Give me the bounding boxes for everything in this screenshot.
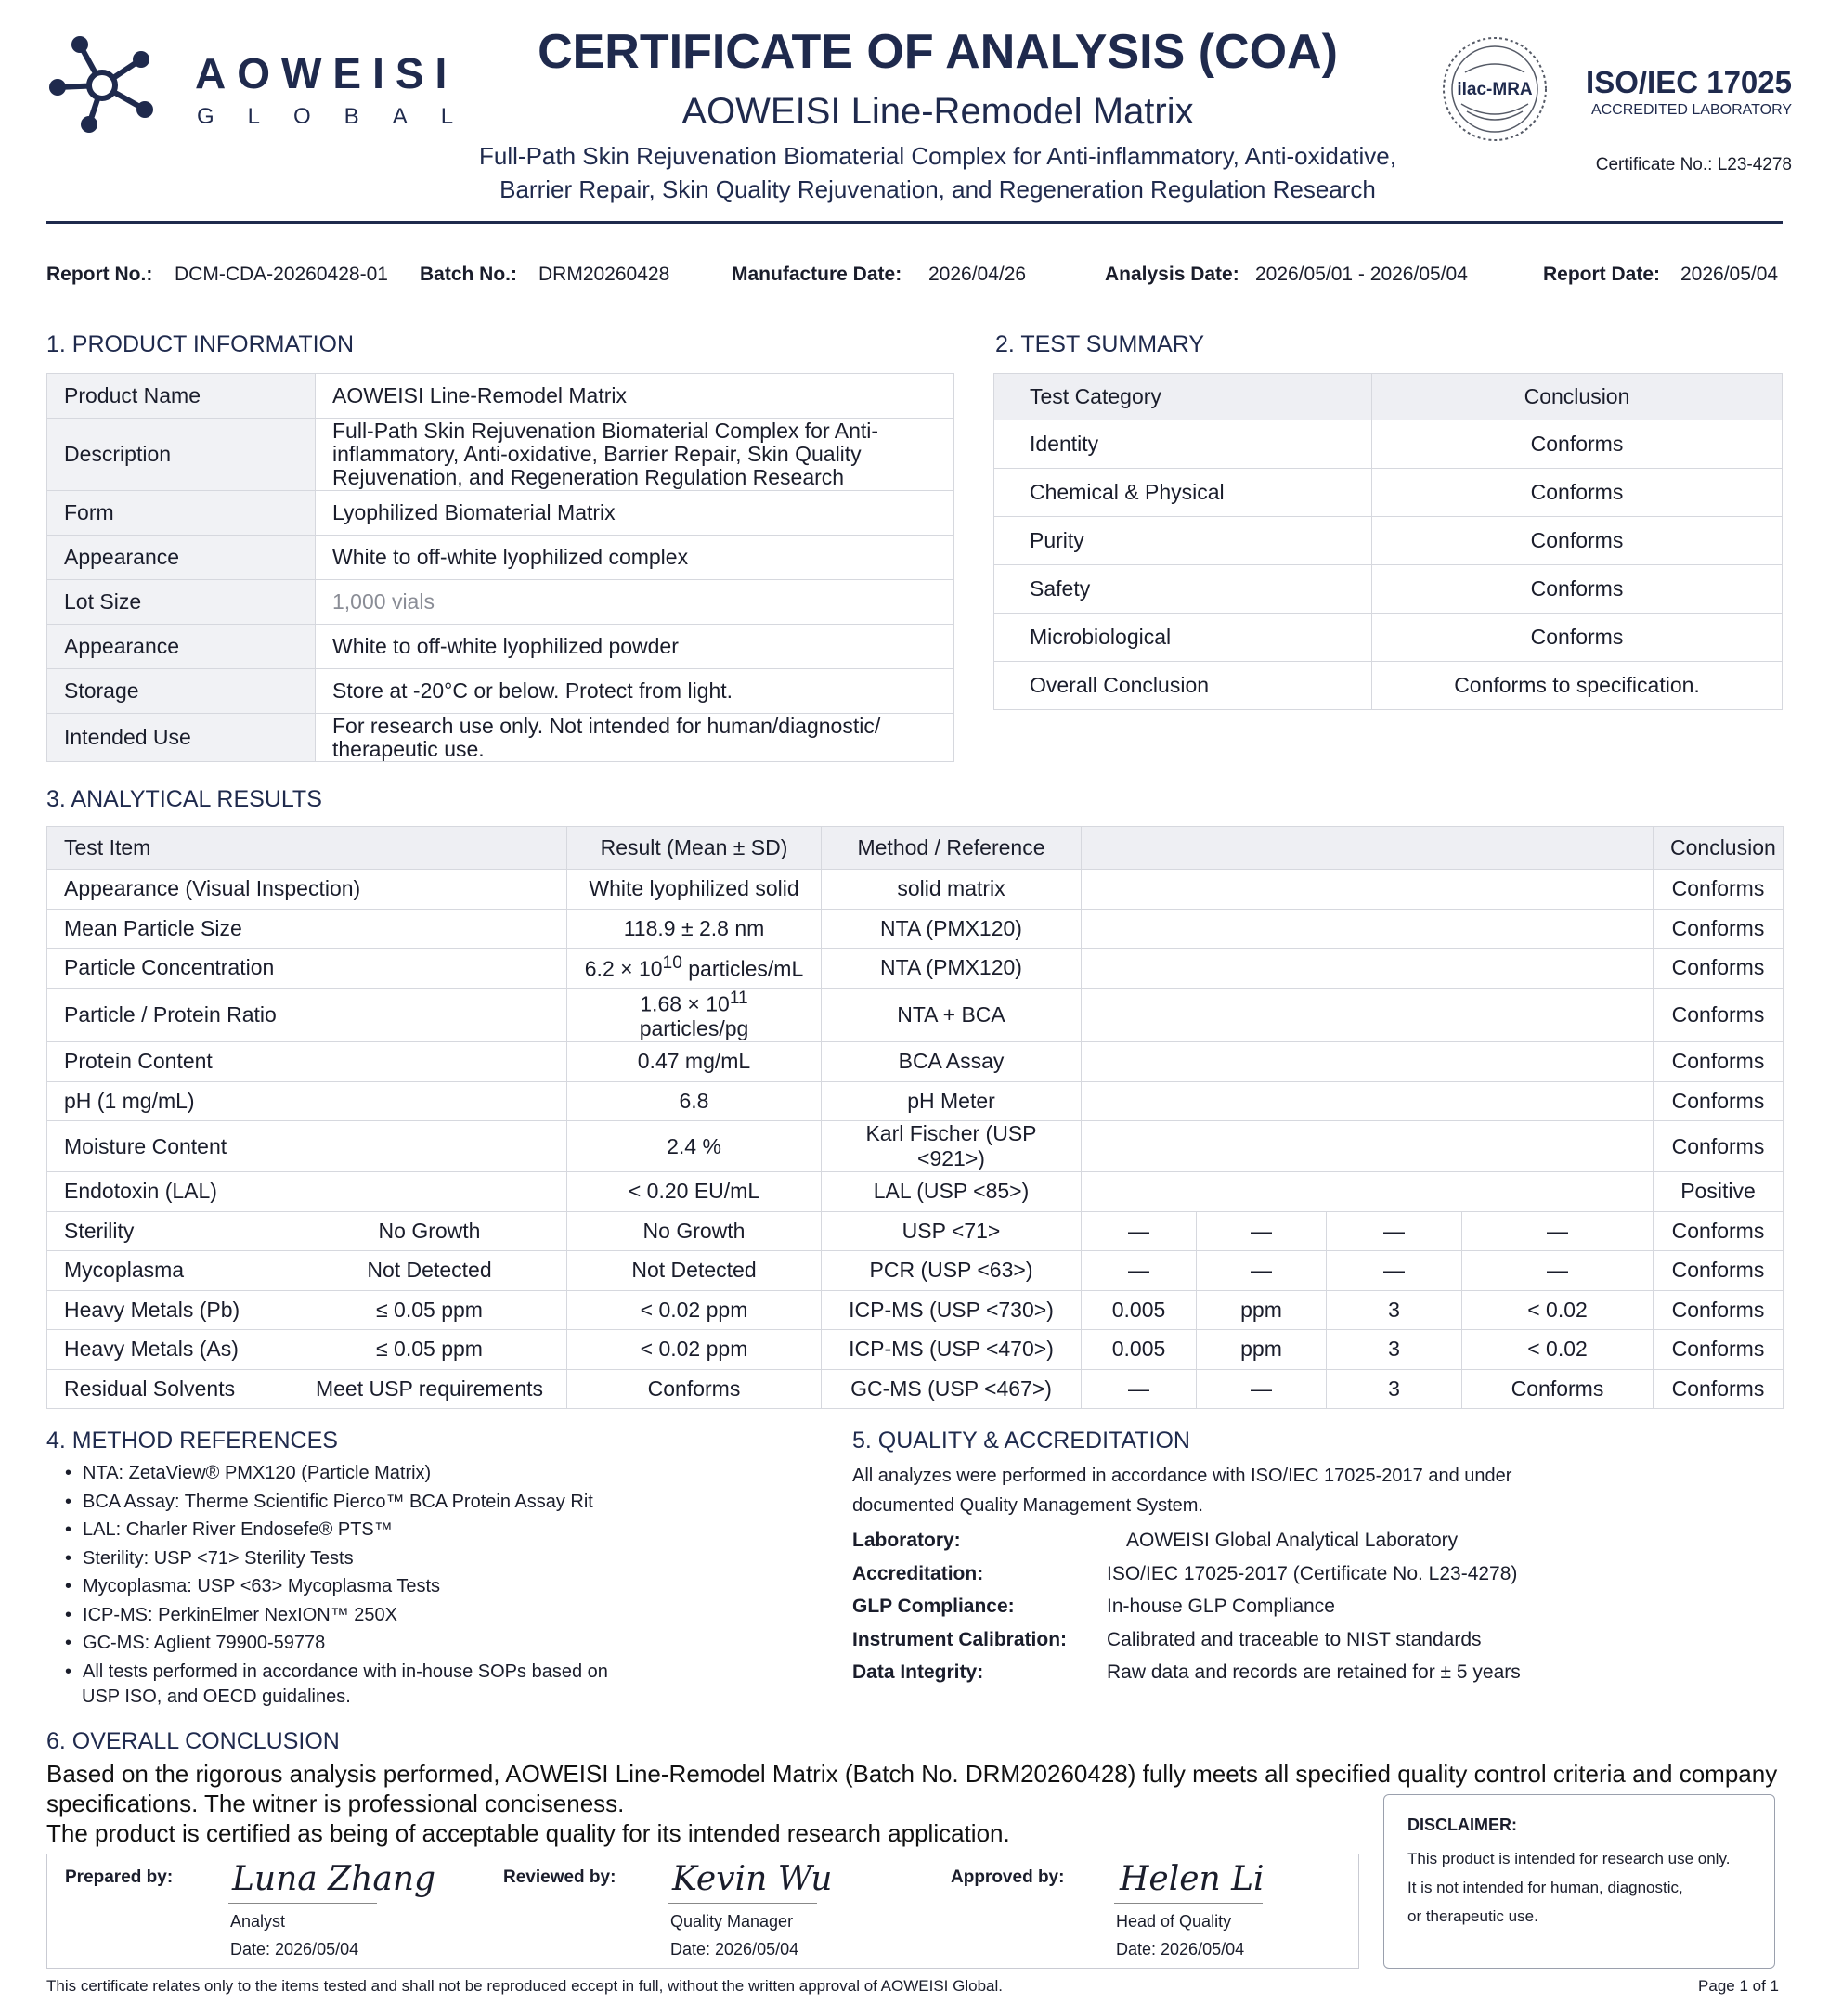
result-unit: particles/pg <box>639 1016 749 1041</box>
footer-note: This certificate relates only to the items tested and shall not be reproduced eccept in full, without the written approval of AOWEISI Global. <box>46 1977 1003 1995</box>
conclusion-line: specifications. The witner is professional conciseness. <box>46 1790 625 1817</box>
manufacture-label: Manufacture Date: <box>732 264 902 285</box>
manufacture-date-value: 2026/04/26 <box>928 264 1027 285</box>
results-row <box>47 1172 1784 1212</box>
result-exponent: 11 <box>729 988 748 1008</box>
description-line: Barrier Repair, Skin Quality Rejuvenation, and Regeneration Regulation Research <box>499 175 1376 203</box>
quality-value: In-house GLP Compliance <box>1107 1596 1335 1617</box>
product-info-row <box>47 536 954 580</box>
quality-intro-line: All analyzes were performed in accordance with ISO/IEC 17025-2017 and under <box>852 1466 1512 1486</box>
results-row <box>47 1290 1784 1330</box>
product-info-row <box>47 491 954 536</box>
method-ref-continuation: USP ISO, and OECD guidalines. <box>82 1686 351 1707</box>
result-method: LAL (USP <85>) <box>822 1172 1082 1212</box>
approved-role: Head of Quality <box>1116 1912 1232 1931</box>
result-conclusion: Positive <box>1654 1172 1784 1212</box>
product-info-row <box>47 625 954 669</box>
report-no-value: DCM-CDA-20260428-01 <box>175 264 388 285</box>
result-detail-d: < 0.02 <box>1462 1290 1654 1330</box>
quality-value: ISO/IEC 17025-2017 (Certificate No. L23-4278) <box>1107 1562 1518 1584</box>
product-info-row <box>47 580 954 625</box>
result-method: USP <71> <box>822 1211 1082 1251</box>
result-blank <box>1082 949 1654 989</box>
product-info-value: White to off-white lyophilized powder <box>316 625 954 669</box>
summary-conclusion: Conforms <box>1372 614 1783 662</box>
result-detail-a: — <box>1082 1211 1197 1251</box>
result-conclusion: Conforms <box>1654 1211 1784 1251</box>
result-detail-a: 0.005 <box>1082 1290 1197 1330</box>
report-no <box>46 264 152 286</box>
result-method: solid matrix <box>822 870 1082 910</box>
result-test-item: Endotoxin (LAL) <box>47 1172 567 1212</box>
summary-category: Overall Conclusion <box>994 662 1372 710</box>
col-blank <box>1082 827 1654 870</box>
result-test-item: Heavy Metals (As) <box>47 1330 292 1370</box>
product-info-value: Store at -20°C or below. Protect from light. <box>316 669 954 714</box>
result-method: BCA Assay <box>822 1042 1082 1082</box>
result-specification: Not Detected <box>292 1251 567 1291</box>
certificate-number: Certificate No.: L23-4278 <box>1595 155 1792 174</box>
summary-row <box>994 420 1783 469</box>
quality-key-text: Laboratory: <box>852 1530 961 1551</box>
quality-intro-line: documented Quality Management System. <box>852 1495 1203 1516</box>
page-number: Page 1 of 1 <box>1698 1977 1779 1995</box>
test-summary-table <box>993 373 1783 710</box>
product-info-value: White to off-white lyophilized complex <box>316 536 954 580</box>
result-method: pH Meter <box>822 1081 1082 1121</box>
ilac-mra-seal-icon <box>1441 35 1549 143</box>
result-conclusion: Conforms <box>1654 1330 1784 1370</box>
result-test-item: pH (1 mg/mL) <box>47 1081 567 1121</box>
results-row <box>47 870 1784 910</box>
result-value: < 0.02 ppm <box>567 1330 822 1370</box>
results-row <box>47 949 1784 989</box>
quality-key <box>852 1596 1015 1618</box>
prepared-by-label: Prepared by: <box>65 1867 174 1887</box>
batch-no-value: DRM20260428 <box>538 264 670 285</box>
results-row <box>47 1211 1784 1251</box>
result-method: NTA (PMX120) <box>822 949 1082 989</box>
result-unit: particles/mL <box>681 957 804 982</box>
iso-subtitle: ACCREDITED LABORATORY <box>1590 102 1792 118</box>
method-ref-item: • ICP-MS: PerkinElmer NexION™ 250X <box>65 1601 608 1630</box>
result-conclusion: Conforms <box>1654 1081 1784 1121</box>
method-ref-item: • GC-MS: Aglient 79900-59778 <box>65 1629 608 1658</box>
method-ref-item: • BCA Assay: Therme Scientific Pierco™ BCA Protein Assay Rit <box>65 1488 608 1517</box>
results-row <box>47 909 1784 949</box>
report-no-label: Report No.: <box>46 264 153 285</box>
quality-key-text: Instrument Calibration: <box>852 1628 1068 1650</box>
result-value: < 0.02 ppm <box>567 1290 822 1330</box>
summary-row <box>994 469 1783 517</box>
method-ref-item: • Mycoplasma: USP <63> Mycoplasma Tests <box>65 1572 608 1601</box>
summary-col-category: Test Category <box>994 374 1372 420</box>
product-info-row <box>47 374 954 419</box>
summary-row <box>994 565 1783 614</box>
result-detail-d: < 0.02 <box>1462 1330 1654 1370</box>
product-info-row <box>47 669 954 714</box>
conclusion-heading: 6. OVERALL CONCLUSION <box>46 1728 340 1754</box>
analysis-date-label <box>1105 264 1239 286</box>
result-specification: No Growth <box>292 1211 567 1251</box>
reviewed-date: Date: 2026/05/04 <box>670 1940 799 1958</box>
product-info-table <box>46 373 954 762</box>
result-conclusion: Conforms <box>1654 1121 1784 1172</box>
result-method: ICP-MS (USP <730>) <box>822 1290 1082 1330</box>
result-detail-a: 0.005 <box>1082 1330 1197 1370</box>
results-row <box>47 1121 1784 1172</box>
product-info-key: Form <box>47 491 316 536</box>
result-detail-d: — <box>1462 1251 1654 1291</box>
result-conclusion: Conforms <box>1654 988 1784 1042</box>
result-test-item: Moisture Content <box>47 1121 567 1172</box>
result-detail-a: — <box>1082 1251 1197 1291</box>
header-divider <box>46 221 1783 224</box>
result-specification: ≤ 0.05 ppm <box>292 1330 567 1370</box>
product-info-value: Lyophilized Biomaterial Matrix <box>316 491 954 536</box>
product-info-key: Appearance <box>47 625 316 669</box>
product-info-key: Storage <box>47 669 316 714</box>
result-value <box>567 988 822 1042</box>
product-info-value: For research use only. Not intended for human/diagnostic/ therapeutic use. <box>316 714 954 762</box>
result-detail-c: — <box>1327 1211 1462 1251</box>
result-detail-c: 3 <box>1327 1290 1462 1330</box>
product-info-key: Lot Size <box>47 580 316 625</box>
method-ref-item: • All tests performed in accordance with in-house SOPs based on <box>65 1658 608 1686</box>
signature-line <box>668 1903 817 1904</box>
result-blank <box>1082 870 1654 910</box>
result-conclusion: Conforms <box>1654 949 1784 989</box>
result-detail-a: — <box>1082 1369 1197 1409</box>
results-row <box>47 988 1784 1042</box>
results-row <box>47 1330 1784 1370</box>
result-detail-c: 3 <box>1327 1330 1462 1370</box>
manufacture-date-label <box>732 264 902 286</box>
result-blank <box>1082 909 1654 949</box>
result-conclusion: Conforms <box>1654 1369 1784 1409</box>
disclaimer-line: This product is intended for research use only. <box>1407 1850 1731 1867</box>
result-value: 0.47 mg/mL <box>567 1042 822 1082</box>
result-value: White lyophilized solid <box>567 870 822 910</box>
quality-heading: 5. QUALITY & ACCREDITATION <box>852 1428 1190 1454</box>
method-refs-heading: 4. METHOD REFERENCES <box>46 1428 338 1454</box>
result-detail-c: — <box>1327 1251 1462 1291</box>
summary-category: Purity <box>994 517 1372 565</box>
result-specification: Meet USP requirements <box>292 1369 567 1409</box>
results-row <box>47 1369 1784 1409</box>
disclaimer-line: or therapeutic use. <box>1407 1907 1538 1925</box>
result-conclusion: Conforms <box>1654 909 1784 949</box>
result-detail-d: — <box>1462 1211 1654 1251</box>
iso-title: ISO/IEC 17025 <box>1586 65 1792 99</box>
analysis-date-value: 2026/05/01 - 2026/05/04 <box>1255 264 1468 285</box>
summary-category: Chemical & Physical <box>994 469 1372 517</box>
quality-key <box>852 1661 983 1684</box>
result-blank <box>1082 988 1654 1042</box>
result-method: NTA (PMX120) <box>822 909 1082 949</box>
summary-row <box>994 517 1783 565</box>
result-blank <box>1082 1042 1654 1082</box>
result-value: No Growth <box>567 1211 822 1251</box>
reviewed-signature: Kevin Wu <box>672 1860 833 1898</box>
brand-name: AOWEISI <box>195 49 459 97</box>
result-blank <box>1082 1172 1654 1212</box>
result-value: 6.8 <box>567 1081 822 1121</box>
result-test-item: Mean Particle Size <box>47 909 567 949</box>
product-info-key: Appearance <box>47 536 316 580</box>
result-specification: ≤ 0.05 ppm <box>292 1290 567 1330</box>
product-info-key: Description <box>47 419 316 491</box>
result-value: 118.9 ± 2.8 nm <box>567 909 822 949</box>
result-detail-b: — <box>1197 1251 1327 1291</box>
conclusion-line: Based on the rigorous analysis performed, AOWEISI Line-Remodel Matrix (Batch No. DRM20260428) fully meets all specified quality control criteria and company <box>46 1760 1778 1788</box>
result-detail-b: — <box>1197 1369 1327 1409</box>
quality-key <box>852 1530 961 1552</box>
results-row <box>47 1251 1784 1291</box>
result-test-item: Protein Content <box>47 1042 567 1082</box>
product-info-heading: 1. PRODUCT INFORMATION <box>46 331 355 357</box>
result-method: PCR (USP <63>) <box>822 1251 1082 1291</box>
result-detail-c: 3 <box>1327 1369 1462 1409</box>
product-description-header <box>446 139 1430 206</box>
batch-label: Batch No.: <box>420 264 517 285</box>
signature-line <box>1114 1903 1263 1904</box>
result-conclusion: Conforms <box>1654 1042 1784 1082</box>
method-ref-item: • Sterility: USP <71> Sterility Tests <box>65 1544 608 1573</box>
product-info-value: 1,000 vials <box>316 580 954 625</box>
col-result: Result (Mean ± SD) <box>567 827 822 870</box>
product-info-row <box>47 419 954 491</box>
batch-no-label <box>420 264 517 286</box>
result-value: 2.4 % <box>567 1121 822 1172</box>
disclaimer-text <box>1407 1844 1760 1931</box>
result-conclusion: Conforms <box>1654 1290 1784 1330</box>
product-info-value: Full-Path Skin Rejuvenation Biomaterial Complex for Anti-inflammatory, Anti-oxidative, Barrier Repair, Skin Quality Rejuvenation, and Regeneration Regulation Research <box>316 419 954 491</box>
result-test-item: Sterility <box>47 1211 292 1251</box>
col-conclusion: Conclusion <box>1654 827 1784 870</box>
brand-subtitle: GLOBAL <box>197 104 487 129</box>
result-conclusion: Conforms <box>1654 870 1784 910</box>
summary-col-conclusion: Conclusion <box>1372 374 1783 420</box>
result-test-item: Mycoplasma <box>47 1251 292 1291</box>
approved-by-label: Approved by: <box>951 1867 1065 1887</box>
result-blank <box>1082 1081 1654 1121</box>
signature-line <box>228 1903 377 1904</box>
quality-key <box>852 1629 1067 1651</box>
analysis-label: Analysis Date: <box>1105 264 1239 285</box>
result-detail-b: ppm <box>1197 1290 1327 1330</box>
result-method: ICP-MS (USP <470>) <box>822 1330 1082 1370</box>
summary-category: Safety <box>994 565 1372 614</box>
method-ref-item: • LAL: Charler River Endosefe® PTS™ <box>65 1516 608 1544</box>
disclaimer-title: DISCLAIMER: <box>1407 1816 1517 1834</box>
quality-key <box>852 1563 983 1585</box>
col-test-item: Test Item <box>47 827 567 870</box>
quality-value: Calibrated and traceable to NIST standards <box>1107 1628 1482 1650</box>
col-method: Method / Reference <box>822 827 1082 870</box>
quality-value: AOWEISI Global Analytical Laboratory <box>1126 1530 1459 1551</box>
result-conclusion: Conforms <box>1654 1251 1784 1291</box>
result-method: Karl Fischer (USP <921>) <box>822 1121 1082 1172</box>
document-title: CERTIFICATE OF ANALYSIS (COA) <box>538 25 1338 79</box>
result-exponent: 10 <box>662 953 682 974</box>
results-row <box>47 1081 1784 1121</box>
product-info-value: AOWEISI Line-Remodel Matrix <box>316 374 954 419</box>
result-blank <box>1082 1121 1654 1172</box>
company-logo-icon <box>45 28 156 139</box>
result-detail-d: Conforms <box>1462 1369 1654 1409</box>
test-summary-heading: 2. TEST SUMMARY <box>995 331 1205 357</box>
result-value <box>567 949 822 989</box>
product-info-key: Product Name <box>47 374 316 419</box>
approved-signature: Helen Li <box>1120 1860 1265 1898</box>
summary-row <box>994 662 1783 710</box>
summary-category: Microbiological <box>994 614 1372 662</box>
summary-conclusion: Conforms <box>1372 420 1783 469</box>
analytical-results-table <box>46 826 1784 1409</box>
prepared-role: Analyst <box>230 1912 286 1931</box>
disclaimer-line: It is not intended for human, diagnostic, <box>1407 1879 1683 1896</box>
analytical-heading: 3. ANALYTICAL RESULTS <box>46 786 322 812</box>
report-date-label <box>1543 264 1660 286</box>
quality-key-text: GLP Compliance: <box>852 1596 1015 1617</box>
result-test-item: Particle / Protein Ratio <box>47 988 567 1042</box>
result-test-item: Heavy Metals (Pb) <box>47 1290 292 1330</box>
ilac-text: ilac-MRA <box>1457 80 1533 99</box>
description-line: Full-Path Skin Rejuvenation Biomaterial Complex for Anti-inflammatory, Anti-oxidative, <box>479 142 1396 170</box>
result-value: Not Detected <box>567 1251 822 1291</box>
product-info-row <box>47 714 954 762</box>
quality-value: Raw data and records are retained for ± 5 years <box>1107 1661 1521 1683</box>
result-test-item: Appearance (Visual Inspection) <box>47 870 567 910</box>
method-refs-list <box>65 1459 608 1686</box>
result-test-item: Residual Solvents <box>47 1369 292 1409</box>
approved-date: Date: 2026/05/04 <box>1116 1940 1245 1958</box>
quality-key-text: Data Integrity: <box>852 1661 984 1683</box>
reviewed-by-label: Reviewed by: <box>503 1867 616 1887</box>
result-detail-b: — <box>1197 1211 1327 1251</box>
result-base: 1.68 × 10 <box>640 991 730 1016</box>
report-date-value: 2026/05/04 <box>1680 264 1779 285</box>
result-method: GC-MS (USP <467>) <box>822 1369 1082 1409</box>
result-value: Conforms <box>567 1369 822 1409</box>
result-method: NTA + BCA <box>822 988 1082 1042</box>
summary-conclusion: Conforms <box>1372 517 1783 565</box>
results-row <box>47 1042 1784 1082</box>
product-info-key: Intended Use <box>47 714 316 762</box>
product-subtitle: AOWEISI Line-Remodel Matrix <box>681 91 1194 132</box>
summary-conclusion: Conforms to specification. <box>1372 662 1783 710</box>
summary-row <box>994 614 1783 662</box>
result-value: < 0.20 EU/mL <box>567 1172 822 1212</box>
result-test-item: Particle Concentration <box>47 949 567 989</box>
prepared-signature: Luna Zhang <box>232 1860 436 1898</box>
prepared-date: Date: 2026/05/04 <box>230 1940 359 1958</box>
summary-conclusion: Conforms <box>1372 469 1783 517</box>
summary-conclusion: Conforms <box>1372 565 1783 614</box>
report-date-label-text: Report Date: <box>1543 264 1661 285</box>
quality-intro <box>852 1461 1511 1520</box>
quality-key-text: Accreditation: <box>852 1562 984 1584</box>
reviewed-role: Quality Manager <box>670 1912 794 1931</box>
conclusion-line: The product is certified as being of acceptable quality for its intended research application. <box>46 1819 1010 1847</box>
summary-category: Identity <box>994 420 1372 469</box>
method-ref-item: • NTA: ZetaView® PMX120 (Particle Matrix) <box>65 1459 608 1488</box>
result-detail-b: ppm <box>1197 1330 1327 1370</box>
result-base: 6.2 × 10 <box>584 957 663 982</box>
